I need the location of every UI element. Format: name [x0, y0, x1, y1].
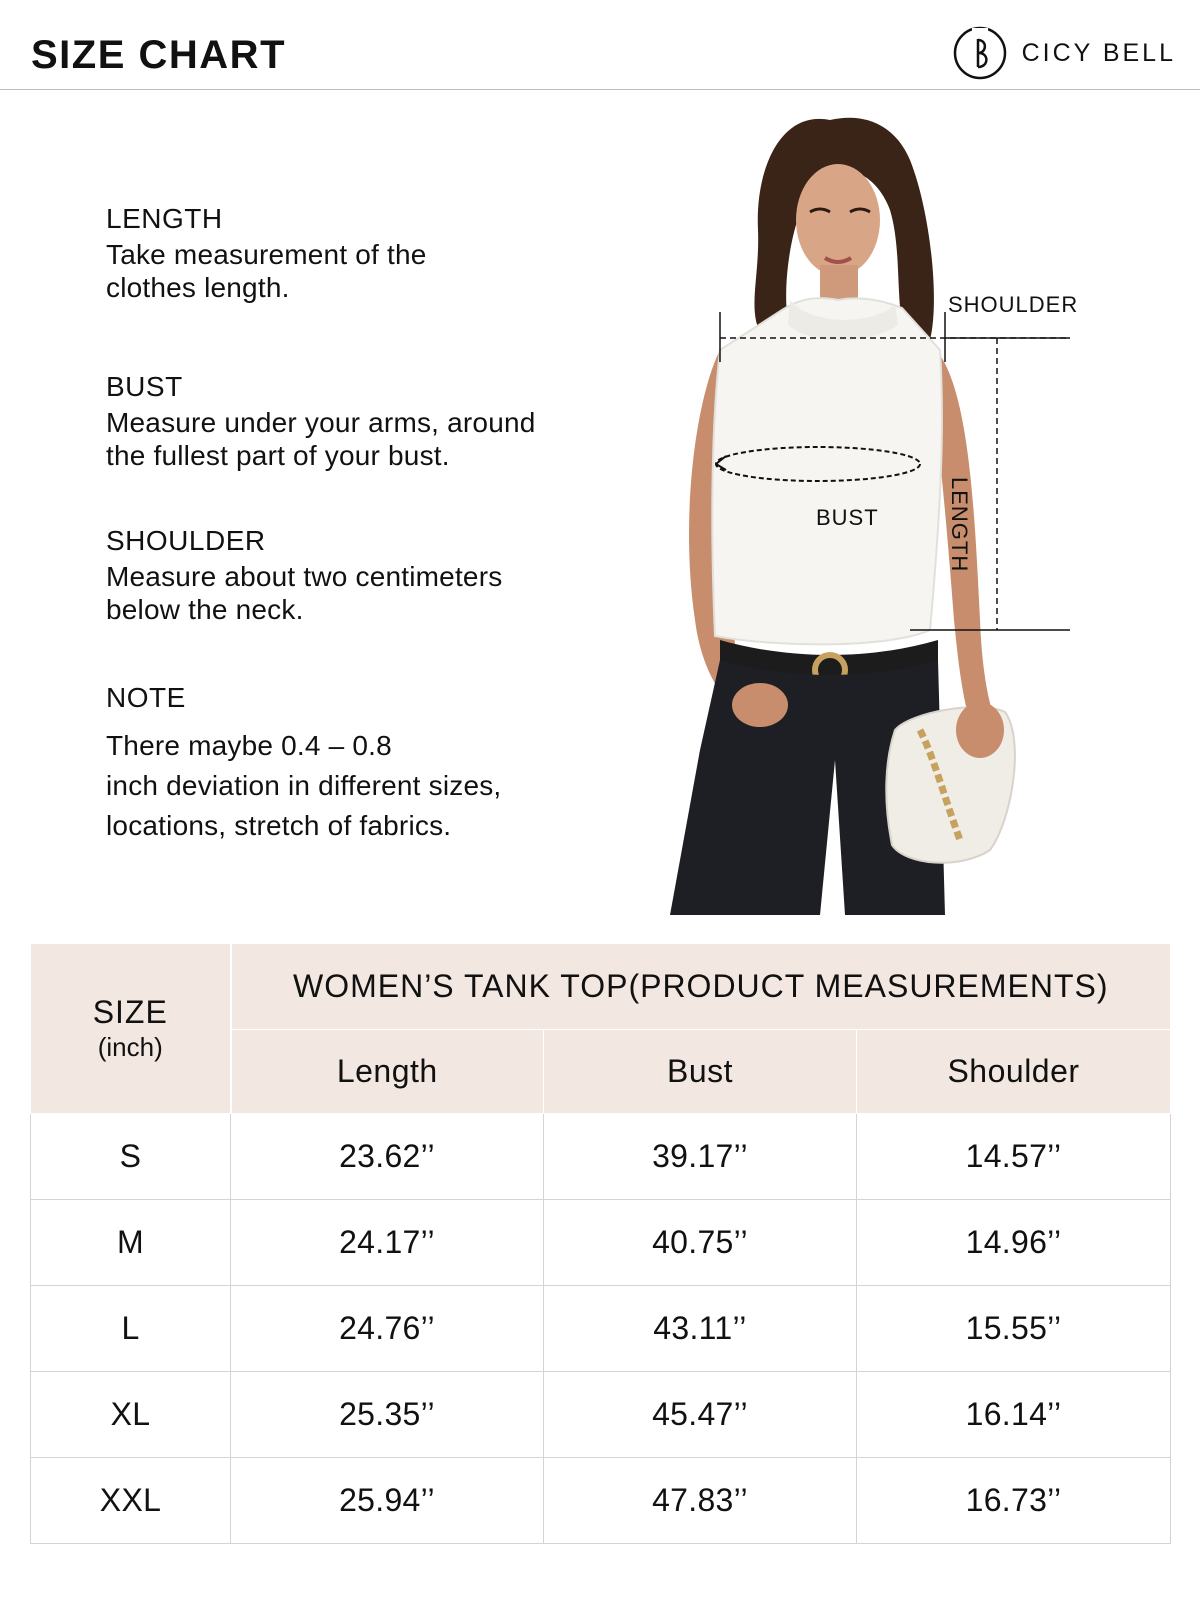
instruction-bust-heading: BUST [106, 371, 183, 402]
cell-length: 25.94’’ [231, 1458, 544, 1544]
table-row [31, 1372, 1171, 1458]
cell-shoulder: 16.73’’ [857, 1458, 1171, 1544]
instruction-shoulder-line: Measure about two centimeters [106, 561, 503, 592]
figure-label-bust: BUST [816, 505, 879, 530]
cell-size: M [31, 1200, 231, 1286]
cell-shoulder: 14.57’’ [857, 1114, 1171, 1200]
cell-size: XXL [31, 1458, 231, 1544]
page-title: SIZE CHART [31, 33, 286, 77]
table-row [31, 1200, 1171, 1286]
cell-size: L [31, 1286, 231, 1372]
cell-size: XL [31, 1372, 231, 1458]
cell-length: 25.35’’ [231, 1372, 544, 1458]
cell-bust: 47.83’’ [544, 1458, 857, 1544]
figure-label-shoulder: SHOULDER [948, 292, 1079, 317]
instruction-shoulder-line: below the neck. [106, 594, 304, 625]
cell-bust: 45.47’’ [544, 1372, 857, 1458]
instruction-shoulder [106, 525, 626, 626]
cell-bust: 39.17’’ [544, 1114, 857, 1200]
instruction-length-line: clothes length. [106, 272, 290, 303]
instruction-length-heading: LENGTH [106, 203, 223, 234]
table-row [31, 1458, 1171, 1544]
instruction-note-line: inch deviation in different sizes, [106, 770, 502, 801]
table-title: WOMEN’S TANK TOP(PRODUCT MEASUREMENTS) [231, 944, 1171, 1030]
size-table [30, 943, 1171, 1544]
header-bar [0, 0, 1200, 90]
instruction-note-line: locations, stretch of fabrics. [106, 810, 452, 841]
brand [952, 25, 1176, 81]
cell-bust: 40.75’’ [544, 1200, 857, 1286]
figure-label-length: LENGTH [947, 477, 972, 573]
instruction-shoulder-heading: SHOULDER [106, 525, 266, 556]
table-row [31, 1114, 1171, 1200]
column-header-shoulder: Shoulder [857, 1030, 1171, 1114]
cell-length: 24.76’’ [231, 1286, 544, 1372]
size-column-header [31, 944, 231, 1114]
cell-length: 24.17’’ [231, 1200, 544, 1286]
instruction-bust-line: the fullest part of your bust. [106, 440, 450, 471]
instruction-note [106, 682, 626, 846]
model-illustration [640, 100, 1180, 915]
model-figure [640, 100, 1180, 915]
cell-length: 23.62’’ [231, 1114, 544, 1200]
instruction-length [106, 203, 626, 304]
cb-monogram-logo-icon [952, 25, 1008, 81]
instruction-note-heading: NOTE [106, 682, 186, 713]
cell-shoulder: 15.55’’ [857, 1286, 1171, 1372]
column-header-length: Length [231, 1030, 544, 1114]
brand-name: CICY BELL [1021, 38, 1176, 67]
cell-shoulder: 16.14’’ [857, 1372, 1171, 1458]
instruction-bust-line: Measure under your arms, around [106, 407, 536, 438]
instruction-note-line: There maybe 0.4 – 0.8 [106, 730, 392, 761]
cell-shoulder: 14.96’’ [857, 1200, 1171, 1286]
instruction-bust [106, 371, 626, 472]
cell-size: S [31, 1114, 231, 1200]
size-header-label: SIZE [92, 993, 168, 1030]
table-row [31, 1286, 1171, 1372]
instruction-length-line: Take measurement of the [106, 239, 427, 270]
column-header-bust: Bust [544, 1030, 857, 1114]
cell-bust: 43.11’’ [544, 1286, 857, 1372]
size-unit-label: (inch) [97, 1031, 163, 1062]
